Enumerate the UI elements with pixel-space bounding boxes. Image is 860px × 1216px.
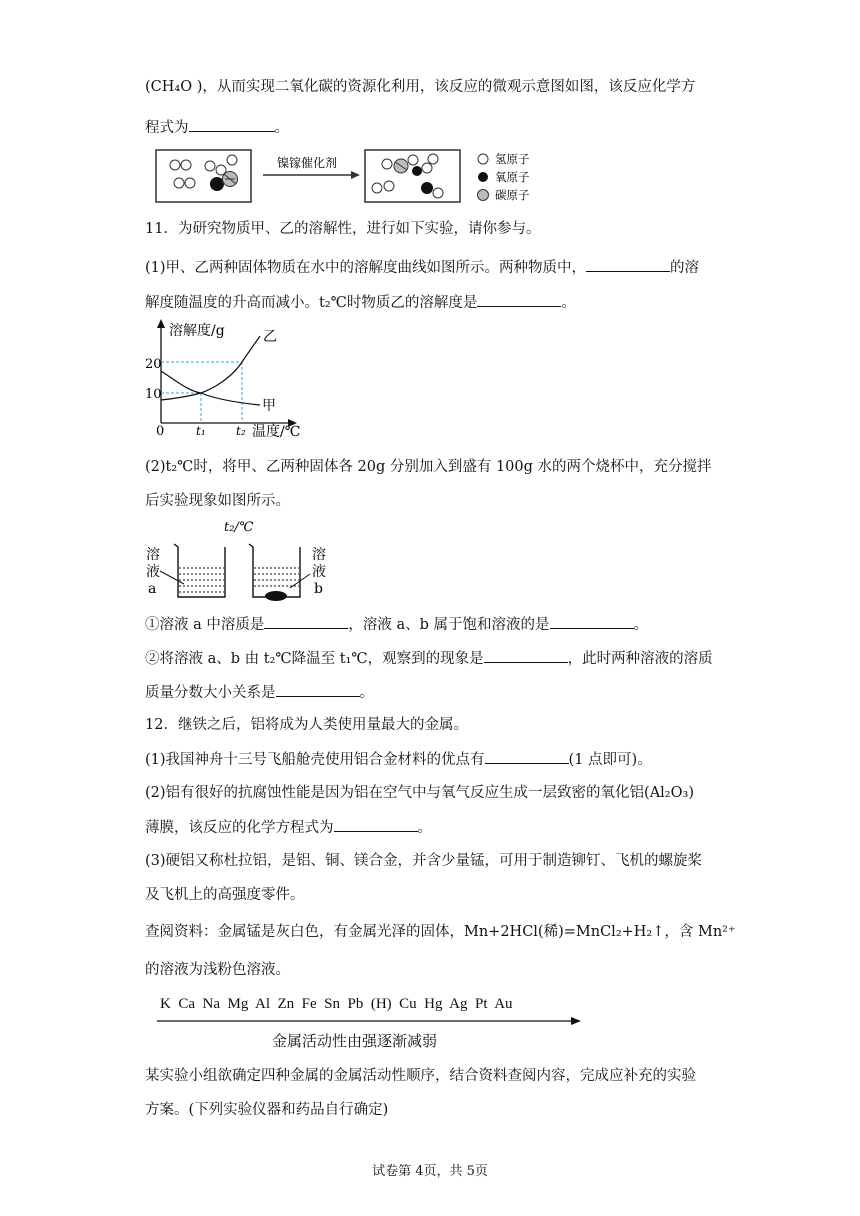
- catalyst-label: 镍镓催化剂: [276, 156, 338, 170]
- reaction-diagram: [155, 146, 575, 208]
- answer-blank[interactable]: [264, 614, 348, 629]
- svg-text:a: a: [148, 581, 157, 597]
- answer-blank[interactable]: [484, 648, 568, 663]
- q10-line2-text: 程式为: [145, 120, 189, 136]
- temperature-label: t₂/℃: [224, 520, 254, 535]
- q11-p1-line2: 解度随温度的升高而减小。t₂℃时物质乙的溶解度是 。: [145, 292, 576, 313]
- curve-yi: [161, 336, 260, 400]
- carbon-legend-icon: [478, 190, 489, 201]
- q11-s2-line2: 质量分数大小关系是 。: [145, 682, 374, 703]
- origin-label: 0: [156, 424, 165, 439]
- beaker-b: [249, 544, 300, 597]
- activity-arrow: [155, 1016, 585, 1028]
- answer-blank[interactable]: [276, 682, 360, 697]
- q10-line2: 程式为 。: [145, 117, 289, 138]
- q12-p3-line1: (3)硬铝又称杜拉铝，是铝、铜、镁合金，并含少量锰，可用于制造铆钉、飞机的螺旋桨: [145, 853, 703, 869]
- answer-blank[interactable]: [334, 817, 418, 832]
- q10-line1: (CH₄O )，从而实现二氧化碳的资源化利用，该反应的微观示意图如图，该反应化学方: [145, 79, 696, 95]
- q11-s2: ②将溶液 a、b 由 t₂℃降温至 t₁℃，观察到的现象是 ，此时两种溶液的溶质: [145, 648, 713, 669]
- q12-info-line2: 的溶液为浅粉色溶液。: [145, 962, 290, 978]
- svg-text:液: 液: [146, 564, 160, 580]
- y-tick-20: 20: [145, 357, 162, 372]
- x-tick-t2: t₂: [236, 424, 246, 438]
- q12-task-line1: 某实验小组欲确定四种金属的金属活动性顺序，结合资料查阅内容，完成应补充的实验: [145, 1068, 696, 1084]
- q12-p3-line2: 及飞机上的高强度零件。: [145, 887, 305, 903]
- beaker-diagram: [140, 516, 340, 602]
- answer-blank[interactable]: [189, 117, 275, 132]
- q11-title: 11．为研究物质甲、乙的溶解性，进行如下实验，请你参与。: [145, 221, 541, 237]
- q12-task-line2: 方案。(下列实验仪器和药品自行确定): [145, 1102, 389, 1118]
- q11-p2-line1: (2)t₂℃时，将甲、乙两种固体各 20g 分别加入到盛有 100g 水的两个烧杯中，充分搅拌: [145, 459, 712, 475]
- q11-p1-line1: (1)甲、乙两种固体物质在水中的溶解度曲线如图所示。两种物质中， 的溶: [145, 257, 699, 278]
- legend-hydrogen: 氢原子: [495, 152, 530, 166]
- q11-s1: ①溶液 a 中溶质是 ，溶液 a、b 属于饱和溶液的是 。: [145, 614, 648, 635]
- activity-caption: 金属活动性由强逐渐减弱: [272, 1032, 438, 1050]
- q12-p2-line1: (2)铝有很好的抗腐蚀性能是因为铝在空气中与氧气反应生成一层致密的氧化铝(Al₂O₃): [145, 785, 694, 801]
- curve-yi-label: 乙: [263, 329, 277, 345]
- y-axis-label: 溶解度/g: [169, 323, 225, 339]
- x-axis-label: 温度/℃: [252, 424, 301, 440]
- q12-title: 12．继铁之后，铝将成为人类使用量最大的金属。: [145, 717, 468, 733]
- q12-p2-line2: 薄膜，该反应的化学方程式为 。: [145, 817, 432, 838]
- svg-text:溶: 溶: [146, 547, 160, 563]
- svg-text:溶: 溶: [312, 547, 326, 563]
- answer-blank[interactable]: [550, 614, 634, 629]
- answer-blank[interactable]: [586, 257, 670, 272]
- q12-info-line1: 查阅资料：金属锰是灰白色，有金属光泽的固体，Mn+2HCl(稀)=MnCl₂+H₂↑，含 Mn²⁺: [145, 924, 736, 940]
- q11-p2-line2: 后实验现象如图所示。: [145, 493, 290, 509]
- hydrogen-legend-icon: [478, 154, 488, 164]
- answer-blank[interactable]: [485, 749, 569, 764]
- q12-p1: (1)我国神舟十三号飞船舱壳使用铝合金材料的优点有 (1 点即可)。: [145, 749, 652, 770]
- svg-text:b: b: [314, 581, 323, 597]
- undissolved-solid: [265, 591, 287, 601]
- curve-jia-label: 甲: [262, 398, 276, 414]
- x-tick-t1: t₁: [196, 424, 206, 438]
- solubility-graph: [140, 318, 320, 446]
- svg-text:液: 液: [312, 564, 326, 580]
- page-footer: 试卷第 4页，共 5页: [372, 1164, 488, 1179]
- legend-oxygen: 氧原子: [495, 170, 530, 184]
- activity-series: K Ca Na Mg Al Zn Fe Sn Pb (H) Cu Hg Ag Pt Au: [160, 996, 513, 1012]
- curve-jia: [161, 371, 260, 405]
- oxygen-legend-icon: [478, 172, 488, 182]
- y-tick-10: 10: [145, 387, 162, 402]
- answer-blank[interactable]: [477, 292, 561, 307]
- legend-carbon: 碳原子: [495, 188, 530, 202]
